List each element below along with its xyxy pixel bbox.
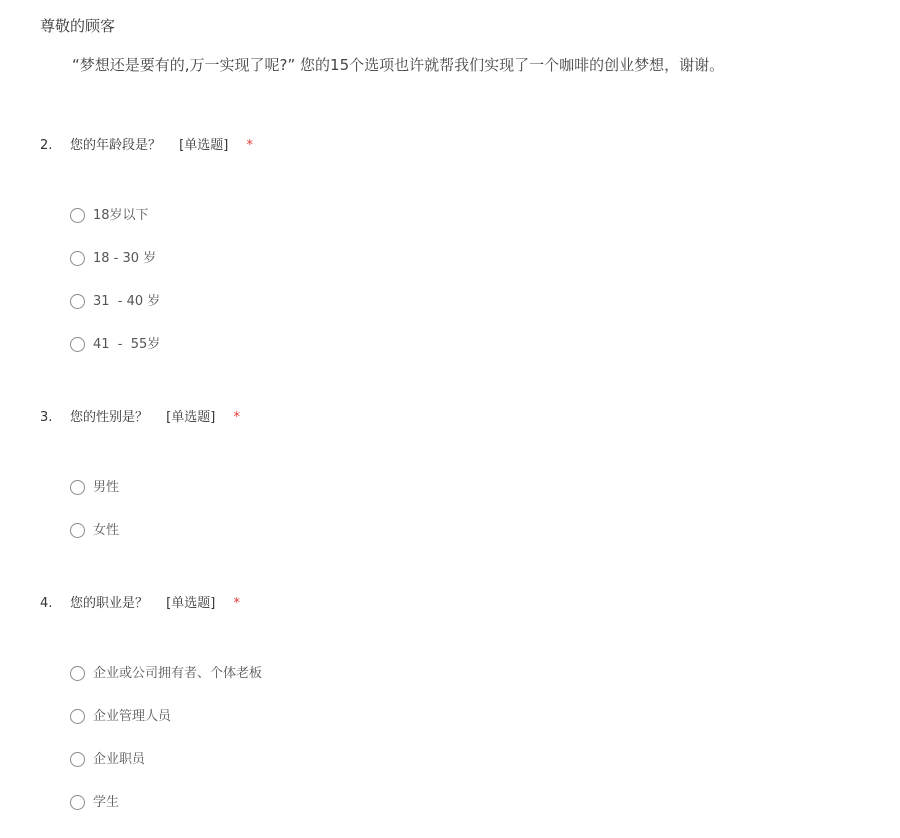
option-label[interactable]: 41 - 55岁 — [93, 337, 161, 352]
question-type: [单选题] — [179, 138, 229, 153]
radio-button[interactable] — [70, 208, 85, 223]
required-marker: * — [246, 138, 253, 153]
radio-button[interactable] — [70, 294, 85, 309]
question-title-wrap — [70, 408, 240, 428]
intro-text: “梦想还是要有的,万一实现了呢?” 您的15个选项也许就帮我们实现了一个咖啡的创业梦想，谢谢。 — [72, 56, 725, 74]
option-label[interactable]: 企业管理人员 — [93, 709, 172, 724]
question-gender — [40, 408, 860, 538]
question-number: 2. — [40, 138, 53, 153]
greeting: 尊敬的顾客 — [40, 17, 116, 35]
radio-button[interactable] — [70, 709, 85, 724]
question-title: 您的职业是？ — [70, 596, 149, 611]
radio-button[interactable] — [70, 666, 85, 681]
radio-button[interactable] — [70, 523, 85, 538]
question-title: 您的性别是？ — [70, 410, 149, 425]
option-label[interactable]: 企业职员 — [93, 752, 146, 767]
radio-button[interactable] — [70, 795, 85, 810]
radio-button[interactable] — [70, 480, 85, 495]
question-title-wrap — [70, 136, 253, 156]
question-header — [40, 136, 860, 156]
question-age — [40, 136, 860, 352]
question-title-wrap — [70, 594, 240, 614]
option-label[interactable]: 男性 — [93, 480, 120, 495]
option-label[interactable]: 企业或公司拥有者、个体老板 — [93, 666, 263, 681]
question-header — [40, 408, 860, 428]
radio-button[interactable] — [70, 337, 85, 352]
question-number: 3. — [40, 410, 53, 425]
question-type: [单选题] — [166, 410, 216, 425]
option-label[interactable]: 18 - 30 岁 — [93, 251, 157, 266]
option-label[interactable]: 学生 — [93, 795, 120, 810]
radio-button[interactable] — [70, 251, 85, 266]
question-title: 您的年龄段是？ — [70, 138, 162, 153]
question-number: 4. — [40, 596, 53, 611]
question-occupation — [40, 594, 860, 810]
required-marker: * — [233, 410, 240, 425]
question-type: [单选题] — [166, 596, 216, 611]
required-marker: * — [233, 596, 240, 611]
option-label[interactable]: 31 - 40 岁 — [93, 294, 161, 309]
question-header — [40, 594, 860, 614]
radio-button[interactable] — [70, 752, 85, 767]
option-label[interactable]: 女性 — [93, 523, 120, 538]
option-label[interactable]: 18岁以下 — [93, 208, 149, 223]
